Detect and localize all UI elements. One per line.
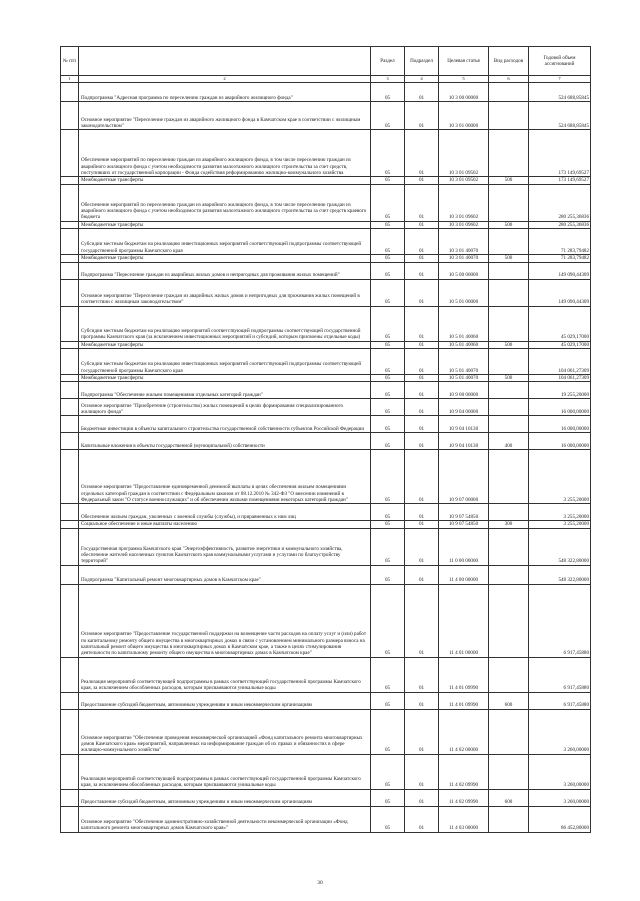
table-cell-sum: 3 255,20000 [529,521,591,528]
table-cell-razdel: 05 [371,177,405,184]
table-cell-num [61,130,79,177]
table-cell-num [61,262,79,279]
table-cell-razdel: 05 [371,349,405,375]
table-cell-sum: 548 322,80000 [529,528,591,565]
table-cell-razdel: 05 [371,399,405,416]
table-row [61,279,591,306]
table-cell-tselevaya-statya: 10 5 01 40060 [439,341,489,348]
table-cell-num [61,221,79,228]
table-cell-name: Предоставление субсидий бюджетным, автономным учреждениям и иным некоммерческим организациям [79,789,371,806]
table-cell-podrazdel: 01 [405,657,439,692]
header-tselevaya-statya: Целевая статья [439,47,489,76]
column-number: 6 [489,76,529,83]
table-cell-razdel: 05 [371,221,405,228]
table-cell-name: Межбюджетные трансферты [79,221,371,228]
table-row [61,789,591,806]
table-cell-num [61,279,79,306]
table-cell-tselevaya-statya: 11 0 00 00000 [439,528,489,565]
table-cell-razdel: 05 [371,433,405,450]
table-cell-sum: 19 255,20000 [529,382,591,399]
table-cell-tselevaya-statya: 10 5 00 00000 [439,262,489,279]
column-number: 3 [371,76,405,83]
table-cell-razdel: 05 [371,789,405,806]
budget-table [60,46,591,833]
table-row [61,754,591,789]
table-cell-razdel: 05 [371,306,405,341]
table-cell-tselevaya-statya: 10 5 01 00000 [439,279,489,306]
table-cell-sum: 524 688,85845 [529,102,591,130]
header-vid-raskhodov: Вид расходов [489,47,529,76]
table-row [61,433,591,450]
table-cell-num [61,184,79,221]
table-cell-razdel: 05 [371,584,405,657]
table-row [61,177,591,184]
table-cell-num [61,565,79,584]
table-cell-vid-raskhodov: 300 [489,521,529,528]
table-row [61,221,591,228]
table-cell-razdel: 05 [371,102,405,130]
table-cell-razdel: 05 [371,692,405,709]
table-row [61,584,591,657]
table-cell-num [61,806,79,832]
table-cell-num [61,657,79,692]
table-row [61,504,591,521]
table-cell-tselevaya-statya: 10 5 01 40070 [439,349,489,375]
table-cell-sum: 3 260,00000 [529,754,591,789]
table-cell-vid-raskhodov [489,306,529,341]
table-cell-vid-raskhodov [489,229,529,255]
table-cell-num [61,382,79,399]
table-cell-sum: 3 260,00000 [529,789,591,806]
header-name [79,47,371,76]
table-cell-num [61,528,79,565]
table-cell-num [61,754,79,789]
table-cell-name: Бюджетные инвестиции в объекты капитального строительства государственной собственности субъектов Российской Федерации [79,416,371,433]
table-cell-vid-raskhodov [489,450,529,504]
table-cell-sum: 6 917,45880 [529,584,591,657]
table-cell-vid-raskhodov: 500 [489,221,529,228]
table-row [61,521,591,528]
table-row [61,83,591,102]
table-cell-name: Подпрограмма "Обеспечение жильем помещениями отдельных категорий граждан" [79,382,371,399]
table-cell-vid-raskhodov [489,416,529,433]
table-cell-tselevaya-statya: 11 4 03 00000 [439,806,489,832]
table-cell-razdel: 05 [371,565,405,584]
table-cell-podrazdel: 01 [405,399,439,416]
table-cell-sum: 280 255,36836 [529,184,591,221]
table-cell-tselevaya-statya: 10 3 01 09502 [439,130,489,177]
table-row [61,528,591,565]
table-row [61,375,591,382]
table-cell-tselevaya-statya: 10 5 01 40070 [439,375,489,382]
table-cell-sum: 280 255,36836 [529,221,591,228]
table-cell-name: Субсидии местным бюджетам на реализацию мероприятий соответствующей подпрограммы соответствующей государственной программы Камчатского края (за исключением инвестиционных мероприятий и субсидий, которым присвоены отдельные коды) [79,306,371,341]
table-cell-sum: 16 000,00000 [529,433,591,450]
table-cell-sum: 45 029,17000 [529,306,591,341]
table-cell-num [61,341,79,348]
table-cell-tselevaya-statya: 10 5 01 40060 [439,306,489,341]
table-cell-tselevaya-statya: 10 3 01 09602 [439,184,489,221]
table-cell-tselevaya-statya: 11 4 02 09990 [439,754,489,789]
table-header-row [61,47,591,76]
table-cell-sum: 71 283,79482 [529,229,591,255]
table-cell-sum: 6 917,45880 [529,657,591,692]
table-cell-razdel: 05 [371,83,405,102]
table-cell-vid-raskhodov [489,504,529,521]
table-cell-podrazdel: 01 [405,789,439,806]
table-cell-podrazdel: 01 [405,450,439,504]
table-row [61,399,591,416]
table-cell-tselevaya-statya: 10 9 07 54850 [439,504,489,521]
table-cell-num [61,399,79,416]
table-cell-name: Обеспечение мероприятий по переселению граждан из аварийного жилищного фонда, в том числе переселению граждан из аварийного жилищного фонда с учетом необходимости развития малоэтажного жилищного строительства за счет средств краевого бюджета [79,184,371,221]
table-row [61,262,591,279]
table-row [61,341,591,348]
table-cell-podrazdel: 01 [405,130,439,177]
header-razdel: Раздел [371,47,405,76]
table-cell-name: Подпрограмма "Адресная программа по переселению граждан из аварийного жилищного фонда" [79,83,371,102]
table-cell-num [61,584,79,657]
table-cell-vid-raskhodov: 500 [489,255,529,262]
table-cell-sum: 16 000,00000 [529,399,591,416]
table-row [61,229,591,255]
table-cell-sum: 3 255,20000 [529,504,591,521]
table-cell-num [61,504,79,521]
table-cell-podrazdel: 01 [405,341,439,348]
table-cell-sum: 86 452,80000 [529,806,591,832]
table-cell-podrazdel: 01 [405,306,439,341]
table-cell-vid-raskhodov [489,382,529,399]
table-cell-name: Обеспечение жильем граждан, уволенных с военной службы (службы), и приравненных к ним лиц [79,504,371,521]
table-cell-sum: 104 061,27309 [529,375,591,382]
table-cell-name: Субсидии местным бюджетам на реализацию инвестиционных мероприятий соответствующей подпрограммы соответствующей государственной программы Камчатского края [79,229,371,255]
budget-table-sheet [60,46,590,833]
table-cell-num [61,229,79,255]
table-cell-num [61,692,79,709]
table-cell-podrazdel: 01 [405,279,439,306]
table-cell-name: Реализация мероприятий соответствующей подпрограммы в рамках соответствующей государственной программы Камчатского края, за исключением обособленных расходов, которым присваиваются уникальные коды [79,754,371,789]
table-cell-num [61,177,79,184]
table-row [61,306,591,341]
table-cell-num [61,375,79,382]
table-cell-vid-raskhodov [489,262,529,279]
table-cell-podrazdel: 01 [405,433,439,450]
table-cell-name: Основное мероприятие "Предоставление единовременной денежной выплаты в целях обеспечения жильем помещениями отдельных категорий граждан в соответствии с Федеральным законом от 08.12.2010 № 342-ФЗ "О внесении изменений в Федеральный закон "О статусе военнослужащих" и об обеспечении жилыми помещениями некоторых категорий граждан" [79,450,371,504]
table-cell-vid-raskhodov: 600 [489,692,529,709]
table-cell-sum: 173 149,69527 [529,177,591,184]
table-cell-sum: 524 688,85845 [529,83,591,102]
table-row [61,382,591,399]
table-cell-podrazdel: 01 [405,584,439,657]
table-cell-podrazdel: 01 [405,754,439,789]
table-row [61,130,591,177]
table-cell-tselevaya-statya: 10 3 01 09602 [439,221,489,228]
table-cell-vid-raskhodov [489,279,529,306]
table-cell-podrazdel: 01 [405,255,439,262]
table-cell-tselevaya-statya: 10 9 04 10130 [439,433,489,450]
table-cell-name: Социальное обеспечение и иные выплаты населению [79,521,371,528]
header-num: № п/п [61,47,79,76]
table-cell-vid-raskhodov [489,399,529,416]
table-cell-num [61,521,79,528]
table-cell-razdel: 05 [371,806,405,832]
table-cell-razdel: 05 [371,375,405,382]
table-row [61,657,591,692]
table-row [61,450,591,504]
table-cell-tselevaya-statya: 10 3 01 00000 [439,102,489,130]
table-cell-vid-raskhodov [489,565,529,584]
table-cell-tselevaya-statya: 10 9 04 10130 [439,416,489,433]
table-cell-tselevaya-statya: 11 4 02 00000 [439,709,489,754]
table-cell-vid-raskhodov [489,184,529,221]
page-number: 30 [317,880,323,886]
table-cell-sum: 3 260,00000 [529,709,591,754]
table-cell-razdel: 05 [371,416,405,433]
table-cell-vid-raskhodov [489,349,529,375]
table-cell-razdel: 05 [371,657,405,692]
table-cell-razdel: 05 [371,504,405,521]
table-cell-razdel: 05 [371,754,405,789]
table-cell-name: Межбюджетные трансферты [79,341,371,348]
table-cell-sum: 3 255,20000 [529,450,591,504]
column-number: 1 [61,76,79,83]
table-row [61,349,591,375]
table-cell-name: Межбюджетные трансферты [79,375,371,382]
table-cell-name: Основное мероприятие "Переселение граждан из аварийного жилищного фонда в Камчатском крае в соответствии с жилищным законодательством" [79,102,371,130]
table-cell-tselevaya-statya: 10 3 01 40070 [439,229,489,255]
table-cell-podrazdel: 01 [405,504,439,521]
table-cell-razdel: 05 [371,255,405,262]
table-cell-podrazdel: 01 [405,221,439,228]
table-cell-razdel: 05 [371,709,405,754]
table-cell-vid-raskhodov [489,806,529,832]
table-cell-sum: 173 149,69527 [529,130,591,177]
table-cell-name: Межбюджетные трансферты [79,177,371,184]
table-row [61,102,591,130]
table-cell-name: Основное мероприятие "Переселение граждан из аварийных жилых домов и непригодных для проживания жилых помещений в соответствии с жилищным законодательством" [79,279,371,306]
table-cell-tselevaya-statya: 10 9 00 00000 [439,382,489,399]
table-row [61,184,591,221]
table-cell-razdel: 05 [371,528,405,565]
table-cell-razdel: 05 [371,262,405,279]
table-cell-podrazdel: 01 [405,416,439,433]
table-cell-podrazdel: 01 [405,102,439,130]
table-cell-podrazdel: 01 [405,349,439,375]
table-cell-tselevaya-statya: 10 9 07 54850 [439,521,489,528]
table-cell-razdel: 05 [371,184,405,221]
table-cell-num [61,416,79,433]
column-number-row [61,76,591,83]
table-cell-tselevaya-statya: 10 9 07 00000 [439,450,489,504]
table-cell-podrazdel: 01 [405,177,439,184]
table-row [61,565,591,584]
table-cell-name: Подпрограмма "Переселение граждан из аварийных жилых домов и непригодных для проживания жилых помещений" [79,262,371,279]
column-number: 7 [529,76,591,83]
table-cell-tselevaya-statya: 10 9 04 00000 [439,399,489,416]
table-cell-tselevaya-statya: 11 4 01 00000 [439,584,489,657]
table-cell-num [61,450,79,504]
table-cell-num [61,102,79,130]
table-cell-podrazdel: 01 [405,565,439,584]
table-cell-num [61,349,79,375]
header-podrazdel: Подраздел [405,47,439,76]
header-godovoy-obem: Годовой объем ассигнований [529,47,591,76]
table-cell-razdel: 05 [371,279,405,306]
table-cell-name: Капитальные вложения в объекты государственной (муниципальной) собственности [79,433,371,450]
table-cell-vid-raskhodov [489,584,529,657]
table-cell-name: Основное мероприятие "Приобретение (строительство) жилых помещений в целях формирования специализированного жилищного фонда" [79,399,371,416]
table-cell-sum: 16 000,00000 [529,416,591,433]
table-cell-sum: 45 029,17000 [529,341,591,348]
column-number: 5 [439,76,489,83]
table-cell-podrazdel: 01 [405,375,439,382]
table-cell-razdel: 05 [371,341,405,348]
table-cell-razdel: 05 [371,450,405,504]
table-cell-vid-raskhodov [489,709,529,754]
table-cell-sum: 149 090,44309 [529,279,591,306]
table-cell-name: Предоставление субсидий бюджетным, автономным учреждениям и иным некоммерческим организациям [79,692,371,709]
table-cell-num [61,709,79,754]
table-cell-podrazdel: 01 [405,229,439,255]
table-cell-name: Межбюджетные трансферты [79,255,371,262]
table-cell-podrazdel: 01 [405,692,439,709]
table-cell-name: Субсидии местным бюджетам на реализацию инвестиционных мероприятий соответствующей подпрограммы соответствующей государственной программы Камчатского края [79,349,371,375]
table-cell-tselevaya-statya: 11 4 01 09990 [439,692,489,709]
table-cell-name: Подпрограмма "Капитальный ремонт многоквартирных домов в Камчатском крае" [79,565,371,584]
table-cell-vid-raskhodov [489,102,529,130]
table-body [61,83,591,832]
table-cell-podrazdel: 01 [405,806,439,832]
table-cell-tselevaya-statya: 10 3 01 09502 [439,177,489,184]
table-cell-vid-raskhodov [489,528,529,565]
table-cell-vid-raskhodov: 600 [489,789,529,806]
table-cell-razdel: 05 [371,382,405,399]
table-cell-razdel: 05 [371,130,405,177]
table-cell-razdel: 05 [371,521,405,528]
table-cell-num [61,433,79,450]
table-row [61,806,591,832]
table-cell-podrazdel: 01 [405,528,439,565]
table-cell-num [61,306,79,341]
table-cell-vid-raskhodov: 500 [489,177,529,184]
table-cell-name: Реализация мероприятий соответствующей подпрограммы в рамках соответствующей государственной программы Камчатского края, за исключением обособленных расходов, которым присваиваются уникальные коды [79,657,371,692]
table-cell-vid-raskhodov [489,83,529,102]
table-cell-vid-raskhodov [489,130,529,177]
table-cell-name: Основное мероприятие "Обеспечение административно-хозяйственной деятельности некоммерческой организации «Фонд капитального ремонта многоквартирных домов Камчатского края»" [79,806,371,832]
table-cell-num [61,789,79,806]
table-row [61,255,591,262]
table-cell-podrazdel: 01 [405,382,439,399]
table-row [61,709,591,754]
table-cell-name: Основное мероприятие "Предоставление государственной поддержки на возмещение части расходов на оплату услуг и (или) работ по капитальному ремонту общего имущества в многоквартирных домах в связи с установлением минимального размера взноса на капитальный ремонт общего имущества в многоквартирных домах в Камчатском крае, а также в целях стимулирования деятельности по капитальному ремонту общего имущества в многоквартирных домах в Камчатском крае" [79,584,371,657]
table-cell-vid-raskhodov: 500 [489,375,529,382]
table-cell-num [61,83,79,102]
table-cell-tselevaya-statya: 11 4 00 00000 [439,565,489,584]
table-cell-sum: 6 917,45880 [529,692,591,709]
table-cell-tselevaya-statya: 11 4 02 09990 [439,789,489,806]
table-cell-tselevaya-statya: 10 3 00 00000 [439,83,489,102]
table-cell-sum: 548 322,80000 [529,565,591,584]
column-number: 4 [405,76,439,83]
table-cell-podrazdel: 01 [405,184,439,221]
table-cell-podrazdel: 01 [405,262,439,279]
table-cell-sum: 104 061,27309 [529,349,591,375]
table-cell-sum: 149 090,44309 [529,262,591,279]
table-cell-vid-raskhodov [489,657,529,692]
column-number: 2 [79,76,371,83]
table-cell-num [61,255,79,262]
table-cell-razdel: 05 [371,229,405,255]
table-cell-vid-raskhodov: 400 [489,433,529,450]
table-row [61,692,591,709]
table-cell-sum: 71 283,79482 [529,255,591,262]
table-cell-tselevaya-statya: 10 3 01 40070 [439,255,489,262]
table-cell-name: Обеспечение мероприятий по переселению граждан из аварийного жилищного фонда, в том числе переселению граждан из аварийного жилищного фонда с учетом необходимости развития малоэтажного жилищного строительства за счет средств, поступивших от государственной корпорации - Фонда содействия реформированию жилищно-коммунального хозяйства [79,130,371,177]
table-cell-name: Государственная программа Камчатского края "Энергоэффективность, развитие энергетики и коммунального хозяйства, обеспечение жителей населенных пунктов Камчатского края коммунальными услугами и услугами по благоустройству территорий" [79,528,371,565]
table-cell-podrazdel: 01 [405,709,439,754]
table-cell-name: Основное мероприятие "Обеспечение проведения некоммерческой организацией «Фонд капитального ремонта многоквартирных домов Камчатского края» мероприятий, направленных на информирование граждан об их правах и обязанностях в сфере жилищно-коммунального хозяйства" [79,709,371,754]
table-cell-tselevaya-statya: 11 4 01 09990 [439,657,489,692]
table-cell-vid-raskhodov: 500 [489,341,529,348]
table-row [61,416,591,433]
table-cell-podrazdel: 01 [405,521,439,528]
table-cell-podrazdel: 01 [405,83,439,102]
table-cell-vid-raskhodov [489,754,529,789]
